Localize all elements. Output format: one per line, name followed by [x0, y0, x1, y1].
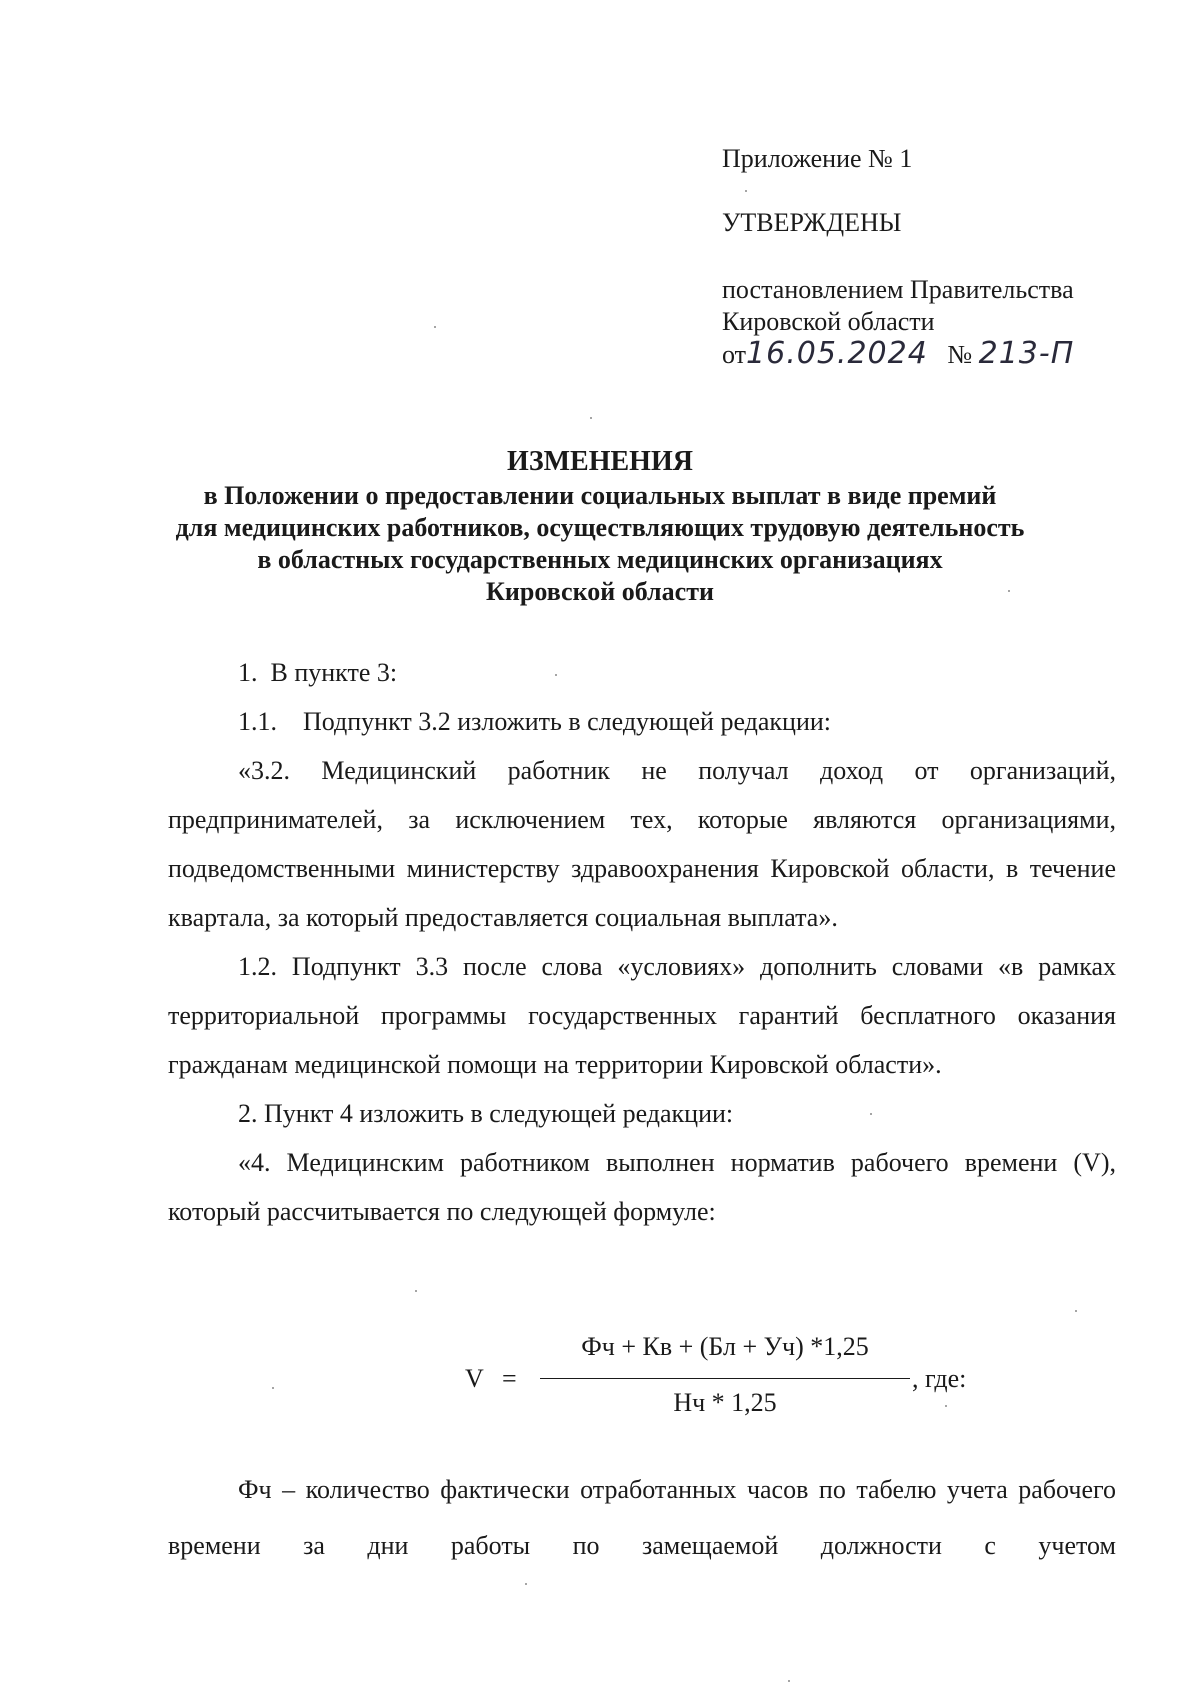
paragraph-1-1: 1.1. Подпункт 3.2 изложить в следующей редакции: — [238, 707, 832, 736]
scan-speck — [1075, 1310, 1077, 1312]
title-line-3: в областных государственных медицинских организациях — [257, 545, 943, 574]
approved-label: УТВЕРЖДЕНЫ — [722, 208, 902, 237]
title-line-4: Кировской области — [486, 577, 714, 606]
scan-speck — [1008, 590, 1010, 592]
formula-equals: = — [502, 1364, 517, 1393]
title-main: ИЗМЕНЕНИЯ — [507, 446, 693, 477]
decree-line-1: постановлением Правительства — [722, 275, 1074, 304]
scan-speck — [434, 326, 436, 328]
title-line-1: в Положении о предоставлении социальных выплат в виде премий — [203, 481, 997, 510]
document-body — [168, 648, 1116, 1236]
formula-suffix: , где: — [912, 1364, 967, 1393]
paragraph-1-2: 1.2. Подпункт 3.3 после слова «условиях» дополнить словами «в рамках территориальной программы государственных гарантий бесплатного оказания гражданам медицинской помощи на территории Кировской области». — [168, 952, 1116, 1079]
paragraph-4-quote: «4. Медицинским работником выполнен норматив рабочего времени (V), который рассчитывается по следующей формуле: — [168, 1148, 1116, 1226]
handwritten-number: 213-П — [978, 336, 1075, 371]
scan-speck — [415, 1290, 417, 1292]
document-title — [120, 446, 1080, 608]
paragraph-1: 1. В пункте 3: — [238, 658, 398, 687]
scan-speck — [525, 1583, 527, 1585]
formula — [460, 1330, 980, 1430]
scan-speck — [555, 674, 557, 676]
formula-denominator: Нч * 1,25 — [673, 1388, 777, 1417]
scan-speck — [945, 1405, 947, 1407]
formula-numerator: Фч + Кв + (Бл + Уч) *1,25 — [581, 1332, 869, 1361]
scan-speck — [788, 1680, 790, 1682]
scan-speck — [590, 417, 592, 419]
decree-date-number — [722, 338, 1162, 371]
handwritten-date: 16.05.2024 — [746, 336, 928, 371]
fraction-line — [540, 1378, 910, 1379]
formula-variable: V — [465, 1364, 484, 1393]
scan-speck — [870, 1113, 872, 1115]
date-prefix: от — [722, 340, 747, 369]
paragraph-fch-definition: Фч – количество фактически отработанных часов по табелю учета рабочего времени за дни работы по замещаемой должности с учетом — [168, 1475, 1116, 1560]
paragraph-2: 2. Пункт 4 изложить в следующей редакции: — [238, 1099, 734, 1128]
title-line-2: для медицинских работников, осуществляющих трудовую деятельность — [175, 513, 1025, 542]
scan-speck — [745, 190, 747, 192]
appendix-label: Приложение № 1 — [722, 144, 913, 173]
number-prefix: № — [947, 340, 973, 369]
decree-line-2: Кировской области — [722, 307, 935, 336]
scan-speck — [272, 1387, 274, 1389]
decree-block — [722, 274, 1162, 371]
document-body-continued — [168, 1462, 1116, 1574]
paragraph-3-2-quote: «3.2. Медицинский работник не получал доход от организаций, предпринимателей, за исключением тех, которые являются организациями, подведомственными министерству здравоохранения Кировской области, в течение квартала, за который предоставляется социальная выплата». — [168, 756, 1116, 932]
